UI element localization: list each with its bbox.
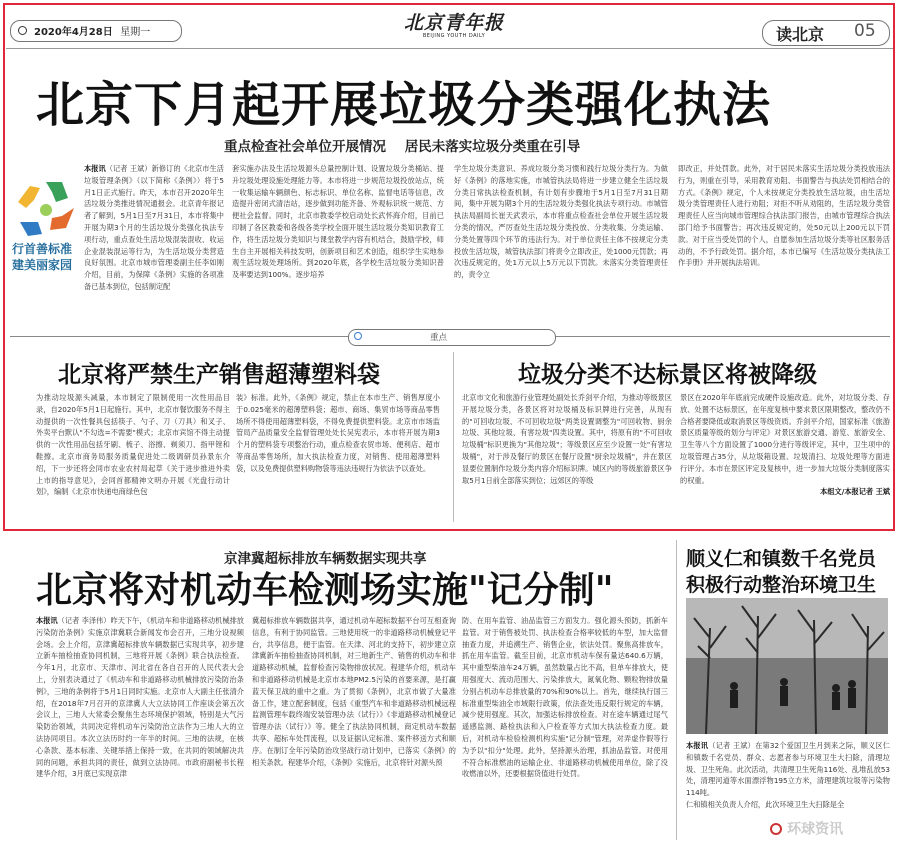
scenic-headline: 垃圾分类不达标景区将被降级	[518, 361, 817, 388]
watermark-text: 环球资讯	[787, 821, 844, 838]
plastic-headline: 北京将严禁生产销售超薄塑料袋	[58, 361, 380, 388]
shunyi-headline-2: 积极行动整治环境卫生	[686, 574, 877, 596]
scenic-col-1: 北京市文化和旅游行业管理处副处长乔剑平介绍，为推动等级景区开展垃圾分类，各景区将对垃圾桶及标识牌进行完善，从现有的"可回收垃圾、不可回收垃圾"两类设置调整为"可回收物、厨余垃圾、其他垃圾、有害垃圾"四类设置。其中，将原有的"不可回收垃圾桶"标识更换为"其他垃圾"；等级景区应至少设置一处"有害垃圾桶"，对于涉及餐厅的景区在餐厅设置"厨余垃圾桶"，并在景区显要位置制作垃圾分类内容介绍标识牌。城区内的等级旅游景区争取5月1日前全部落实到位；远郊区的等级	[462, 393, 672, 485]
plastic-col-2: 装》标准。此外，《条例》规定，禁止在本市生产、销售厚度小于0.025毫米的超薄塑料袋；超市、商场、集贸市场等商品零售场所不得使用超薄塑料袋，不得免费提供塑料袋。北京市市场监管局产品质量安全监督管理处处长吴宪表示，本市将开展为期3个月的塑料袋专项整治行动，重点检查农贸市场、便利店、超市等商品零售场所，加大执法检查力度，对销售、使用超薄塑料袋，以及免费提供塑料购物袋等违法违规行为依法予以查处。	[236, 393, 440, 473]
cleanup-photo-image	[686, 598, 888, 734]
page-number: 05	[854, 21, 876, 41]
recycle-arrows-icon	[12, 178, 80, 238]
recycle-logo	[12, 178, 80, 238]
top-subheadline: 重点检查社会单位开展情况 居民未落实垃圾分类重在引导	[224, 139, 581, 155]
jjj-headline: 北京将对机动车检测场实施"记分制"	[36, 569, 614, 611]
shunyi-dateline: 本报讯	[686, 741, 709, 750]
jjj-col-1-text: 昨天下午，《机动车和非道路移动机械排放污染防治条例》实施京津冀联合新闻发布会召开，三地分设视频会场。会上介绍，京津冀超标排放车辆数据已实现共享，初步建立新车抽检抽查协同机制，三地将开展《条例》联合执法检查。今年1月，北京市、天津市、河北省在各自召开的人民代表大会上，分别表决通过了《机动车和非道路移动机械排放污染防治条例》，三地的条例将于5月1日同时实施。北京市人大副主任张清介绍，在2018年7月召开的京津冀人大立法协同工作座谈会第五次会议上，三地人大常委会聚焦生态环境保护领域，特别是大气污染防治领域，共同决定将机动车污染防治立法作为三地人大的立法协同项目。本次立法历时约一年半的时间。三地的法规，在核心条款、基本标准、关键举措上保持一致，在共同的领域解决共同的问题，承担共同的责任，做到立法协同。市政府副秘书长程建华介绍，3月底已实现京津	[36, 616, 244, 779]
jjj-dateline: 本报讯	[36, 616, 58, 625]
top-story-col-1-text: 新修订的《北京市生活垃圾管理条例》（以下简称《条例》）将于5月1日正式施行。昨天，本市召开2020年生活垃圾分类推进情况通报会。北京青年报记者了解到，5月1日至7月31日，本市将集中开展为期3个月的生活垃圾分类强化执法专项行动，重点查处生活垃圾混装混收、收运企业混装混运等行为，为生活垃圾分类营造良好氛围。北京市城市管理委副主任李如刚介绍，目前，为保障《条例》实施的各项准备已基本到位，包括制定配	[84, 164, 224, 291]
shunyi-byline: （记者 王斌）	[708, 741, 756, 750]
slogan-line-2: 建美丽家园	[12, 258, 73, 272]
shunyi-headline-1: 顺义仁和镇数千名党员	[686, 548, 877, 570]
divider-label: 重点	[430, 333, 448, 343]
date: 2020年4月28日	[34, 27, 113, 38]
jjj-col-2: 冀超标排放车辆数据共享，通过机动车超标数据平台可互相查询信息，有利于协同监管。三地使用统一的非道路移动机械登记平台，共享信息，便于监管。在天津、河北的支持下，初步建立京津冀新车抽检抽查协同机制，对三地新生产、销售的机动车和非道路移动机械，监督检查污染物排放状况。程建华介绍，机动车和非道路移动机械是北京市本地PM2.5污染的首要来源，是打赢蓝天保卫战的重中之重。为了贯彻《条例》，北京市做了大量准备工作，建立配套制度，包括《重型汽车和非道路移动机械远程监测管理车载终端安装管理办法（试行）》《非道路移动机械登记管理办法（试行）》等。健全了执法协同机制，商定机动车数据共享、超标车处罚流程，以及证据认定标准、案件移送方式和顺序。在制订全年污染防治攻坚战行动计划中，已落实《条例》的相关条款。程建华介绍，《条例》实施后，北京将针对源头预	[252, 616, 456, 767]
scenic-byline: 本组文/本报记者 王斌	[820, 487, 890, 497]
weekday: 星期一	[120, 27, 151, 38]
jjj-col-1	[36, 615, 244, 840]
plastic-col-1: 为推动垃圾源头减量，本市制定了限制使用一次性用品目录，自2020年5月1日起施行。其中，北京市餐饮服务不得主动提供的一次性餐具包括筷子、勺子、刀（刀具）和叉子、外卖平台默认"不勾选=不需要"模式；北京市宾馆不得主动提供的一次性用品包括牙刷、梳子、浴擦、剃须刀、指甲锉和鞋擦。北京市商务局服务质量促进处二级调研员孙景东介绍，下一步还将会同市农业农村局起草《关于进步推进外卖上市的指导意见》，会同首都精神文明办开展《光盘行动计划》，编制《北京市快递电商绿色包	[36, 393, 230, 497]
jjj-kicker: 京津冀超标排放车辆数据实现共享	[224, 551, 427, 567]
byline: （记者 王斌）	[105, 164, 152, 173]
shunyi-body: 在第32个爱国卫生月到来之际，顺义区仁和镇数千名党员、群众、志愿者参与环境卫生大扫除，清理垃圾、卫生死角。此次活动，共清理卫生死角116处、乱堆乱放53处，清理河道等水面漂浮物195立方米，清理建筑垃圾等污染物114吨。	[686, 741, 890, 798]
top-headline: 北京下月起开展垃圾分类强化执法	[36, 77, 772, 133]
cleanup-photo	[686, 598, 888, 734]
section-name: 读北京	[776, 25, 825, 44]
masthead: 北京青年报	[404, 12, 505, 34]
column-divider-right	[676, 540, 677, 840]
search-icon	[354, 332, 362, 340]
masthead-english: BEIJING YOUTH DAILY	[422, 33, 486, 39]
top-story-col-4: 即改正，并处罚款。此外，对于居民未落实生活垃圾分类投放违法行为，则重在引导，采用教育劝阻、书面警告与执法处罚相结合的方式。《条例》规定，个人未按规定分类投放生活垃圾，由生活垃圾分类管理责任人进行劝阻；对拒不听从劝阻的，生活垃圾分类管理责任人应当向城市管理综合执法部门报告，由城市管理综合执法部门给予书面警告；再次违反规定的，处50元以上200元以下罚款。对于应当受处罚的个人，自愿参加生活垃圾分类等社区服务活动的，不予行政处罚。据介绍，本市已编写《生活垃圾分类执法工作手册》并开展执法培训。	[678, 164, 890, 268]
watermark	[770, 818, 890, 838]
top-story-col-2: 套实施办法及生活垃圾源头总量控制计划、设置垃圾分类桶站、提升垃圾处理设施处理能力等。本市将进一步规范垃圾投放站点，统一收集运输车辆颜色、标志标识、单位名称、监督电话等信息，改造提升密闭式清洁站，逐步做到功能齐备、外观标识统一规范、方便社会监督。同时，北京市教委学校启动处长武怀海介绍，目前已印制了各区教委和各级各类学校全面开展生活垃圾分类知识教育工作，将生活垃圾分类知识与课堂教学内容有机结合，鼓励学校，师生自主开展相关科技发明，创新项目和艺术创造，组织学生实地参观生活垃圾处理场所。到2020年底，各学校生活垃圾分类知识普及率要达到100%。逐步培养	[232, 164, 444, 280]
scenic-col-2-text: 景区在2020年年底前完成硬件设施改造。此外，对垃圾分类、存放、处置不达标景区，在年度复核中要求景区限期整改，整改仍不合格者要降低或取消景区等级资质。乔剑平介绍，国家标准《旅游景区质量等级的划分与评定》对景区旅游交通、游览、旅游安全、卫生等八个方面设置了1000分进行等级评定，其中，卫生项中的垃圾管理占35分，从垃圾箱设置、垃圾清扫、垃圾处理等方面进行评分。本市在景区评定及复核中，进一步加大垃圾分类制度落实的权重。	[680, 393, 890, 485]
top-story-col-3: 学生垃圾分类意识、养成垃圾分类习惯和践行垃圾分类行为。为做好《条例》的落地实施，市城管执法局将进一步建立健全生活垃圾分类日常执法检查机制，有计划有步骤地于5月1日至7月31日期间，集中开展为期3个月的生活垃圾分类强化执法专项行动。市城管执法局副局长崔天武表示，本市将重点检查社会单位开展生活垃圾分类的情况，严厉查处生活垃圾分类投放、分类收集、分类运输、分类处置等四个环节的违法行为。对于单位责任主体不按规定分类投放生活垃圾，城管执法部门将责令立即改正，处1000元罚款；再次违反规定的，处1万元以上5万元以下罚款。未落实分类管理责任的，责令立	[454, 164, 668, 280]
watermark-logo-icon	[770, 823, 782, 835]
jjj-byline: （记者 李泽伟）	[57, 616, 111, 625]
jjj-col-3: 防、在用车监管、油品监管三方面发力。强化源头预防，抓新车监管。对于销售被处罚、执法检查合格率较低的车型，加大监督抽查力度，并追溯生产、销售企业，依法处罚。聚焦高排放车，抓在用车监管。截至目前，北京市机动车保有量达640.6万辆，其中重型柴油车24万辆，虽然数量占比不高，但单车排放大，使用强度大、流动范围大、污染排放大，氮氧化物、颗粒物排放量分别占机动车总排放量的70%和90%以上。首先，继续执行国三标准重型柴油全市域限行政策，依法查处违反限行规定的车辆，减少使用强度。其次，加强达标排放检查。对在途车辆通过尾气遥感监测、路检执法和入户检查等方式加大执法检查力度。最后，对机动车检验检测机构实施"记分制"管理，对弄虚作假等行为予以"扣分"处理。此外，坚持源头治理，抓油品监管。对使用不符合标准燃油的运输企业、非道路移动机械使用单位，除了没收燃油以外，还要根据货值进行处罚。	[462, 616, 668, 779]
top-story-col-1	[84, 163, 224, 321]
slogan-line-1: 行首善标准	[12, 242, 73, 256]
dateline: 本报讯	[84, 164, 106, 173]
shunyi-body-2: 仁和镇相关负责人介绍，此次环境卫生大扫除是全	[686, 799, 845, 809]
divider-tag	[348, 329, 556, 346]
scenic-col-2	[680, 392, 890, 514]
column-divider	[453, 352, 454, 522]
